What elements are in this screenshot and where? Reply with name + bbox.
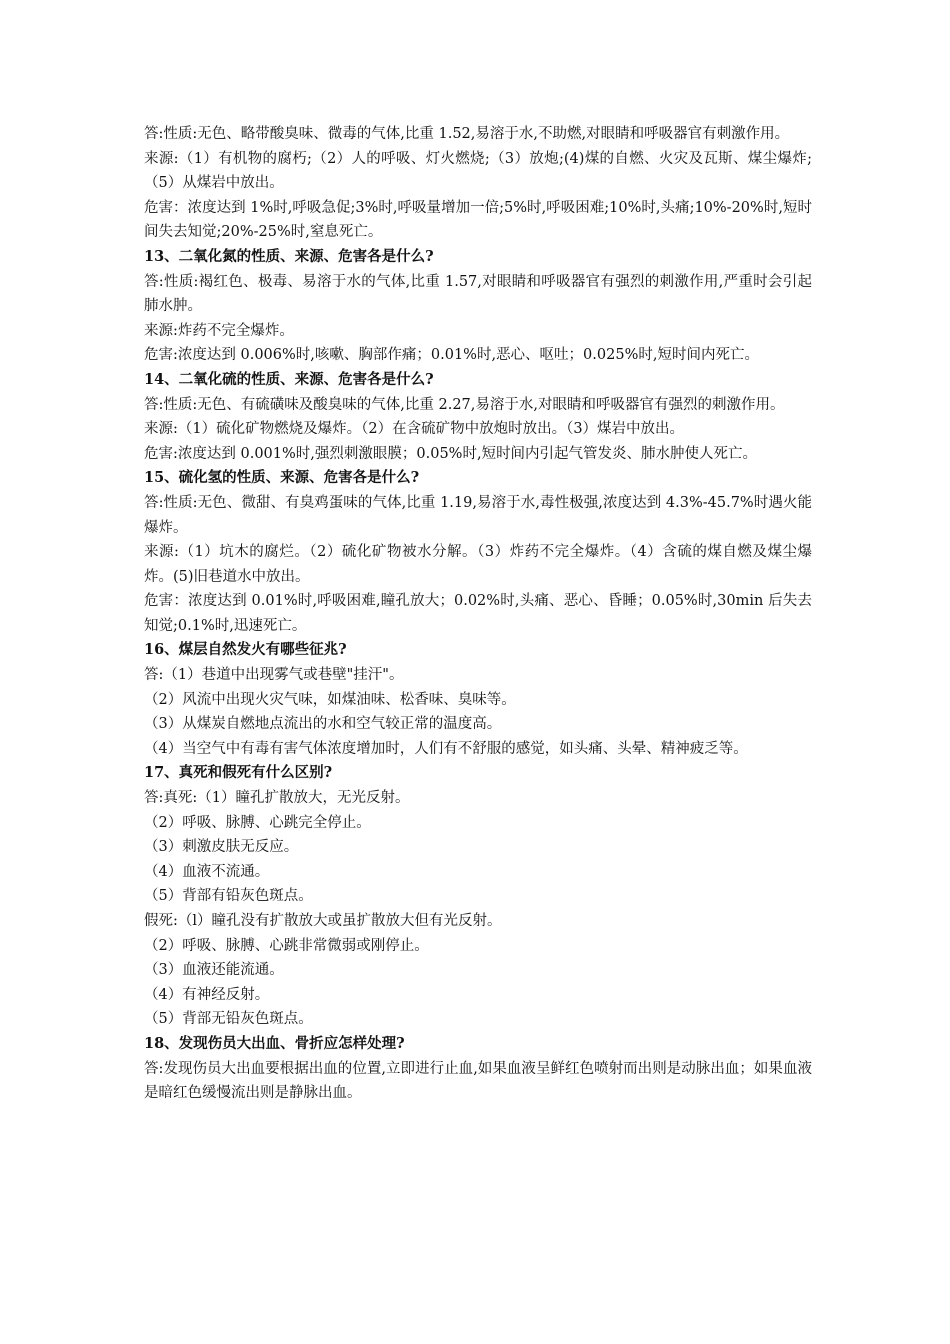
paragraph: 来源:（1）坑木的腐烂。（2）硫化矿物被水分解。（3）炸药不完全爆炸。（4）含硫的煤自燃及煤尘爆炸。(5)旧巷道水中放出。 [144, 544, 812, 585]
document-page [144, 122, 812, 1106]
list-item: （2）呼吸、脉膊、心跳完全停止。 [144, 814, 371, 831]
list-item: （4）有神经反射。 [144, 986, 270, 1003]
list-item: （3）刺激皮肤无反应。 [144, 839, 299, 856]
list-item: （3）血液还能流通。 [144, 962, 284, 979]
paragraph: 危害:浓度达到 0.006%时,咳嗽、胸部作痛；0.01%时,恶心、呕吐；0.025%时,短时间内死亡。 [144, 347, 759, 364]
list-item: （4）血液不流通。 [144, 863, 270, 880]
question-heading: 14、二氧化硫的性质、来源、危害各是什么? [144, 370, 434, 388]
list-item: （2）呼吸、脉膊、心跳非常微弱或刚停止。 [144, 937, 429, 954]
paragraph: 答:性质:无色、微甜、有臭鸡蛋味的气体,比重 1.19,易溶于水,毒性极强,浓度达到 4.3%-45.7%时遇火能爆炸。 [144, 494, 812, 536]
list-item: 答:真死:（1）瞳孔扩散放大，无光反射。 [144, 790, 410, 807]
paragraph: 来源:（1）硫化矿物燃烧及爆炸。（2）在含硫矿物中放炮时放出。（3）煤岩中放出。 [144, 421, 685, 438]
question-heading: 17、真死和假死有什么区别? [144, 764, 333, 782]
question-heading: 15、硫化氢的性质、来源、危害各是什么? [144, 469, 420, 487]
paragraph: 答:性质:褐红色、极毒、易溶于水的气体,比重 1.57,对眼睛和呼吸器官有强烈的刺激作用,严重时会引起肺水肿。 [144, 273, 812, 315]
list-item: 假死:（l）瞳孔没有扩散放大或虽扩散放大但有光反射。 [144, 913, 502, 929]
paragraph: 来源:炸药不完全爆炸。 [144, 322, 294, 339]
list-item: （2）风流中出现火灾气味，如煤油味、松香味、臭味等。 [144, 691, 516, 708]
list-item: （5）背部无铅灰色斑点。 [144, 1011, 313, 1028]
question-heading: 16、煤层自然发火有哪些征兆? [144, 641, 347, 659]
list-item: （3）从煤炭自燃地点流出的水和空气较正常的温度高。 [144, 716, 502, 733]
question-heading: 18、发现伤员大出血、骨折应怎样处理? [144, 1034, 405, 1052]
paragraph: 答:性质:无色、略带酸臭味、微毒的气体,比重 1.52,易溶于水,不助燃,对眼睛和呼吸器官有刺激作用。 [144, 126, 790, 142]
list-item: （4）当空气中有毒有害气体浓度增加时，人们有不舒服的感觉，如头痛、头晕、精神疲乏等。 [144, 740, 748, 757]
list-item: （5）背部有铅灰色斑点。 [144, 888, 313, 905]
paragraph: 答:性质:无色、有硫磺味及酸臭味的气体,比重 2.27,易溶于水,对眼睛和呼吸器官有强烈的刺激作用。 [144, 396, 785, 413]
question-heading: 13、二氧化氮的性质、来源、危害各是什么? [144, 247, 434, 265]
paragraph: 危害：浓度达到 1%时,呼吸急促;3%时,呼吸量增加一倍;5%时,呼吸困难;10%时,头痛;10%-20%时,短时间失去知觉;20%-25%时,窒息死亡。 [144, 199, 812, 241]
list-item: 答:（1）巷道中出现雾气或巷壁"挂汗"。 [144, 667, 404, 684]
paragraph: 答:发现伤员大出血要根据出血的位置,立即进行止血,如果血液呈鲜红色喷射而出则是动脉出血；如果血液是暗红色缓慢流出则是静脉出血。 [144, 1060, 812, 1102]
paragraph: 来源:（1）有机物的腐朽;（2）人的呼吸、灯火燃烧;（3）放炮;(4)煤的自燃、火灾及瓦斯、煤尘爆炸;（5）从煤岩中放出。 [144, 150, 812, 192]
paragraph: 危害:浓度达到 0.001%时,强烈刺激眼膜；0.05%时,短时间内引起气管发炎、肺水肿使人死亡。 [144, 445, 758, 462]
paragraph: 危害：浓度达到 0.01%时,呼吸困难,瞳孔放大；0.02%时,头痛、恶心、昏睡；0.05%时,30min 后失去知觉;0.1%时,迅速死亡。 [144, 593, 812, 634]
